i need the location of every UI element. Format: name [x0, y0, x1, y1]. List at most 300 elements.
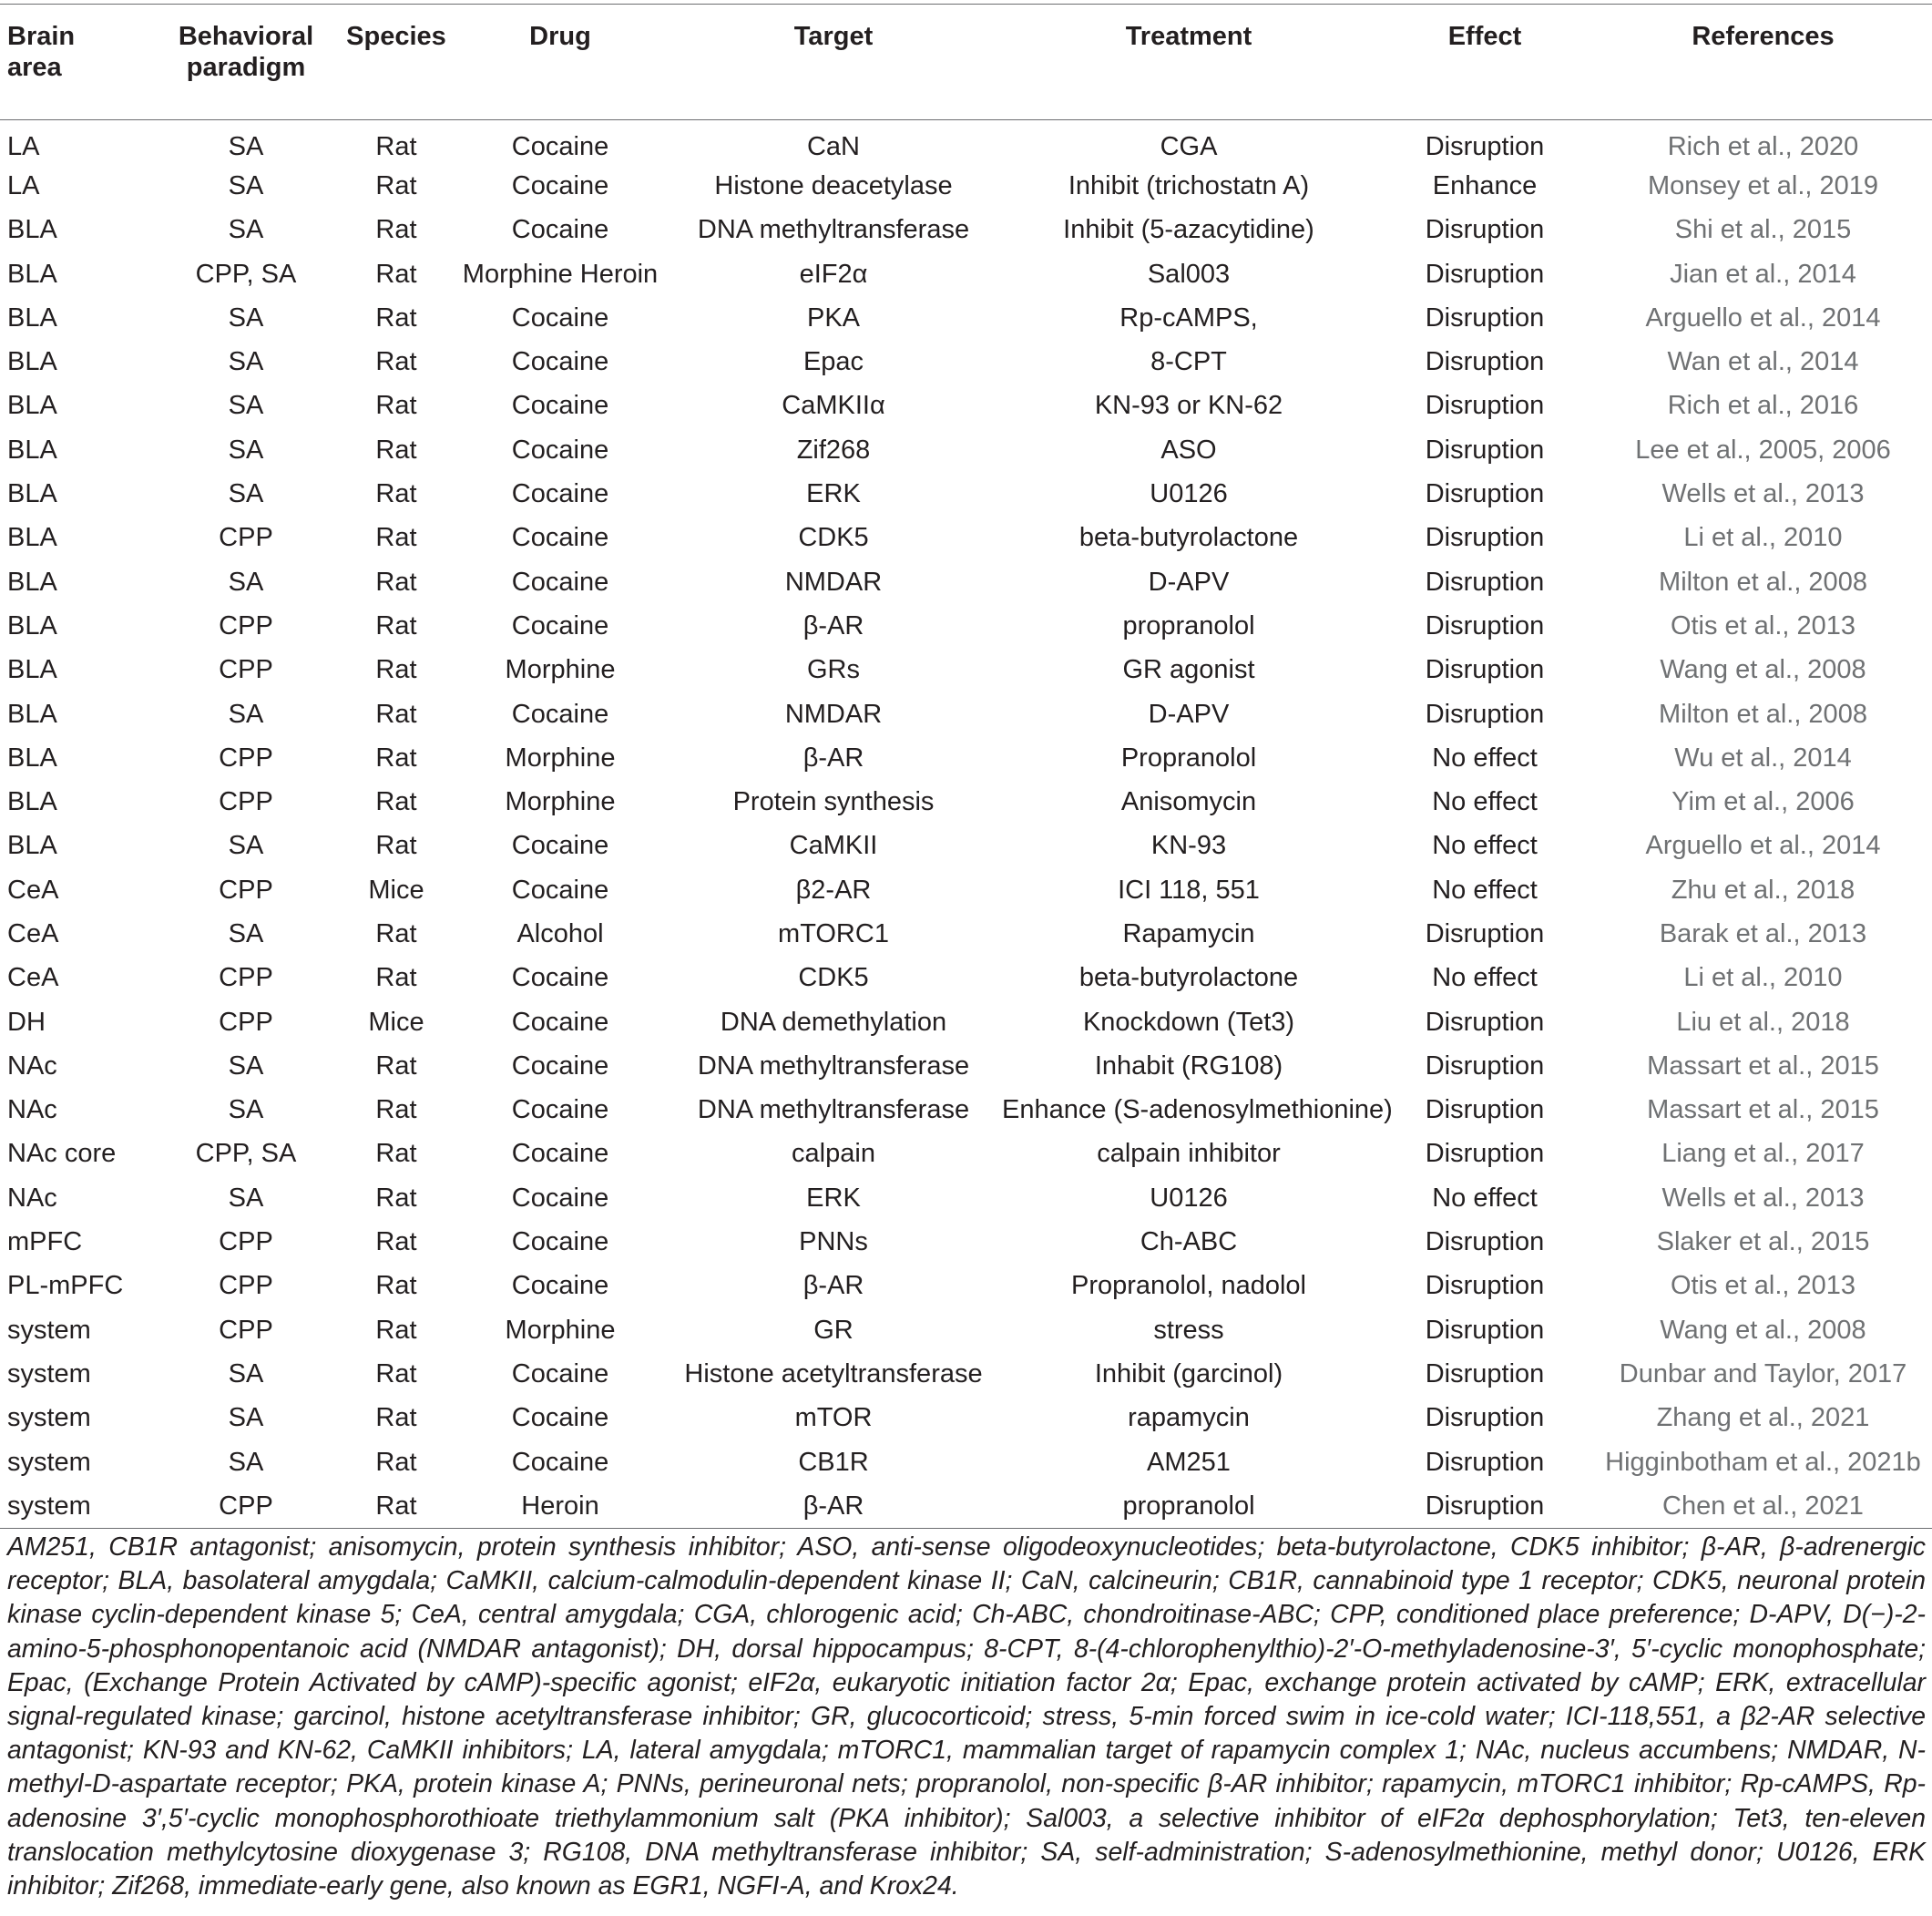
- cell-references[interactable]: Massart et al., 2015: [1647, 1095, 1879, 1125]
- cell-species: Rat: [375, 1447, 417, 1477]
- table-row: [0, 516, 1932, 559]
- table-row: [0, 1176, 1932, 1220]
- cell-effect: Disruption: [1425, 479, 1545, 509]
- cell-effect: Disruption: [1425, 1271, 1545, 1301]
- cell-references[interactable]: Wu et al., 2014: [1674, 743, 1852, 773]
- cell-treatment: Sal003: [1147, 259, 1231, 289]
- header-line: area: [7, 53, 62, 82]
- cell-brain-area: DH: [7, 1007, 46, 1037]
- cell-species: Rat: [375, 170, 417, 200]
- cell-treatment: Knockdown (Tet3): [1082, 1007, 1295, 1037]
- data-table: [0, 4, 1932, 1529]
- table-row: [0, 164, 1932, 208]
- cell-effect: Disruption: [1425, 1358, 1545, 1388]
- cell-behavioral-paradigm: CPP: [219, 1227, 273, 1257]
- cell-references[interactable]: Chen et al., 2021: [1662, 1491, 1864, 1521]
- cell-behavioral-paradigm: CPP: [219, 787, 273, 817]
- cell-effect: Disruption: [1425, 1227, 1545, 1257]
- cell-species: Rat: [375, 1095, 417, 1125]
- cell-drug: Cocaine: [511, 1447, 609, 1477]
- cell-treatment: AM251: [1147, 1447, 1231, 1477]
- cell-target: CaMKII: [789, 831, 878, 861]
- table-row: [0, 120, 1932, 164]
- cell-species: Rat: [375, 131, 417, 161]
- cell-behavioral-paradigm: CPP, SA: [195, 259, 297, 289]
- cell-references[interactable]: Rich et al., 2016: [1667, 391, 1859, 421]
- cell-effect: Disruption: [1425, 302, 1545, 333]
- cell-references[interactable]: Wang et al., 2008: [1660, 1315, 1866, 1345]
- header-line: Drug: [529, 22, 591, 51]
- cell-drug: Cocaine: [511, 1271, 609, 1301]
- cell-behavioral-paradigm: CPP: [219, 963, 273, 993]
- cell-effect: No effect: [1432, 963, 1538, 993]
- cell-treatment: ICI 118, 551: [1118, 875, 1260, 905]
- header-species: [337, 5, 455, 120]
- cell-references[interactable]: Massart et al., 2015: [1647, 1050, 1879, 1081]
- header-line: Effect: [1447, 22, 1522, 51]
- cell-brain-area: BLA: [7, 743, 57, 773]
- cell-target: CaMKIIα: [782, 391, 885, 421]
- cell-treatment: Anisomycin: [1120, 787, 1257, 817]
- cell-references[interactable]: Wan et al., 2014: [1667, 347, 1859, 377]
- cell-species: Rat: [375, 391, 417, 421]
- cell-species: Rat: [375, 1050, 417, 1081]
- table-row: [0, 208, 1932, 251]
- cell-target: PNNs: [799, 1227, 868, 1257]
- cell-behavioral-paradigm: CPP: [219, 875, 273, 905]
- table-row: [0, 340, 1932, 384]
- cell-treatment: Propranolol, nadolol: [1071, 1271, 1306, 1301]
- cell-target: Protein synthesis: [732, 787, 935, 817]
- cell-drug: Cocaine: [511, 391, 609, 421]
- cell-drug: Cocaine: [511, 610, 609, 640]
- cell-species: Rat: [375, 918, 417, 948]
- cell-brain-area: BLA: [7, 259, 57, 289]
- cell-effect: No effect: [1432, 875, 1538, 905]
- cell-references[interactable]: Li et al., 2010: [1683, 523, 1843, 553]
- cell-effect: Disruption: [1425, 347, 1545, 377]
- cell-treatment: KN-93: [1150, 831, 1227, 861]
- cell-brain-area: NAc: [7, 1095, 57, 1125]
- cell-effect: Disruption: [1425, 259, 1545, 289]
- cell-target: Histone acetyltransferase: [684, 1358, 983, 1388]
- cell-effect: Disruption: [1425, 699, 1545, 729]
- cell-species: Rat: [375, 1227, 417, 1257]
- cell-references[interactable]: Otis et al., 2013: [1670, 1271, 1856, 1301]
- cell-brain-area: BLA: [7, 391, 57, 421]
- cell-drug: Cocaine: [511, 1050, 609, 1081]
- cell-treatment: rapamycin: [1128, 1403, 1250, 1433]
- cell-target: CDK5: [798, 963, 869, 993]
- table-row: [0, 1440, 1932, 1483]
- cell-drug: Morphine: [505, 655, 616, 685]
- cell-target: GRs: [807, 655, 860, 685]
- cell-species: Rat: [375, 1139, 417, 1169]
- cell-treatment: stress: [1153, 1315, 1224, 1345]
- header-target: [665, 5, 1002, 120]
- table-row: [0, 428, 1932, 472]
- cell-behavioral-paradigm: SA: [228, 170, 264, 200]
- cell-behavioral-paradigm: SA: [228, 479, 264, 509]
- cell-species: Rat: [375, 435, 417, 465]
- cell-brain-area: BLA: [7, 567, 57, 597]
- cell-species: Rat: [375, 1403, 417, 1433]
- cell-drug: Cocaine: [511, 831, 609, 861]
- cell-treatment: Rapamycin: [1122, 918, 1255, 948]
- cell-behavioral-paradigm: SA: [228, 391, 264, 421]
- cell-behavioral-paradigm: CPP: [219, 1271, 273, 1301]
- cell-drug: Cocaine: [511, 1007, 609, 1037]
- cell-effect: Enhance: [1432, 170, 1538, 200]
- cell-references[interactable]: Yim et al., 2006: [1671, 787, 1855, 817]
- header-line: paradigm: [186, 53, 306, 82]
- table-row: [0, 296, 1932, 340]
- cell-brain-area: LA: [7, 170, 40, 200]
- cell-treatment: D-APV: [1148, 699, 1230, 729]
- cell-behavioral-paradigm: CPP: [219, 523, 273, 553]
- cell-references[interactable]: Barak et al., 2013: [1659, 918, 1867, 948]
- table-row: [0, 384, 1932, 427]
- cell-species: Rat: [375, 1183, 417, 1213]
- cell-treatment: Rp-cAMPS,: [1119, 302, 1258, 333]
- cell-behavioral-paradigm: SA: [228, 131, 264, 161]
- cell-references[interactable]: Arguello et al., 2014: [1645, 302, 1881, 333]
- table-row: [0, 1044, 1932, 1088]
- cell-references[interactable]: Wells et al., 2013: [1661, 1183, 1865, 1213]
- header-drug: [455, 5, 665, 120]
- cell-behavioral-paradigm: CPP: [219, 1007, 273, 1037]
- cell-treatment: Inhibit (trichostatn A): [1068, 170, 1310, 200]
- cell-drug: Cocaine: [511, 435, 609, 465]
- cell-behavioral-paradigm: SA: [228, 1447, 264, 1477]
- cell-brain-area: BLA: [7, 699, 57, 729]
- cell-drug: Morphine: [505, 1315, 616, 1345]
- cell-brain-area: NAc: [7, 1050, 57, 1081]
- cell-brain-area: BLA: [7, 831, 57, 861]
- header-row: [0, 5, 1932, 120]
- cell-references[interactable]: Zhang et al., 2021: [1656, 1403, 1870, 1433]
- cell-target: NMDAR: [784, 699, 883, 729]
- cell-species: Rat: [375, 259, 417, 289]
- cell-brain-area: system: [7, 1447, 91, 1477]
- cell-behavioral-paradigm: CPP: [219, 743, 273, 773]
- cell-target: CDK5: [798, 523, 869, 553]
- cell-brain-area: BLA: [7, 787, 57, 817]
- header-effect: [1375, 5, 1594, 120]
- cell-drug: Cocaine: [511, 170, 609, 200]
- cell-references[interactable]: Arguello et al., 2014: [1645, 831, 1881, 861]
- cell-species: Rat: [375, 1491, 417, 1521]
- cell-drug: Heroin: [521, 1491, 599, 1521]
- cell-brain-area: BLA: [7, 655, 57, 685]
- table-row: [0, 472, 1932, 516]
- cell-references[interactable]: Liu et al., 2018: [1676, 1007, 1850, 1037]
- cell-effect: Disruption: [1425, 610, 1545, 640]
- cell-effect: No effect: [1432, 787, 1538, 817]
- header-behavioral-paradigm: [155, 5, 337, 120]
- cell-drug: Morphine: [505, 787, 616, 817]
- cell-brain-area: CeA: [7, 918, 59, 948]
- cell-drug: Cocaine: [511, 215, 609, 245]
- cell-drug: Cocaine: [511, 1358, 609, 1388]
- cell-brain-area: system: [7, 1315, 91, 1345]
- cell-references[interactable]: Wells et al., 2013: [1661, 479, 1865, 509]
- cell-behavioral-paradigm: SA: [228, 567, 264, 597]
- cell-brain-area: system: [7, 1403, 91, 1433]
- cell-target: β-AR: [802, 1271, 864, 1301]
- cell-effect: Disruption: [1425, 523, 1545, 553]
- cell-species: Rat: [375, 523, 417, 553]
- table-row: [0, 1352, 1932, 1396]
- table-row: [0, 824, 1932, 867]
- cell-brain-area: BLA: [7, 347, 57, 377]
- cell-drug: Cocaine: [511, 523, 609, 553]
- cell-references[interactable]: Liang et al., 2017: [1661, 1139, 1865, 1169]
- cell-effect: Disruption: [1425, 435, 1545, 465]
- cell-drug: Cocaine: [511, 1183, 609, 1213]
- cell-behavioral-paradigm: SA: [228, 347, 264, 377]
- cell-references[interactable]: Slaker et al., 2015: [1656, 1227, 1870, 1257]
- header-line: Brain: [7, 22, 76, 51]
- table-row: [0, 1308, 1932, 1352]
- cell-target: DNA methyltransferase: [697, 1050, 970, 1081]
- cell-drug: Cocaine: [511, 567, 609, 597]
- cell-brain-area: CeA: [7, 963, 59, 993]
- cell-behavioral-paradigm: CPP: [219, 1491, 273, 1521]
- cell-treatment: Inhibit (garcinol): [1094, 1358, 1283, 1388]
- cell-treatment: Propranolol: [1120, 743, 1257, 773]
- cell-references[interactable]: Zhu et al., 2018: [1671, 875, 1855, 905]
- table-row: [0, 1132, 1932, 1175]
- cell-references[interactable]: Lee et al., 2005, 2006: [1635, 435, 1891, 465]
- cell-treatment: Ch-ABC: [1140, 1227, 1238, 1257]
- cell-behavioral-paradigm: CPP: [219, 1315, 273, 1345]
- cell-species: Rat: [375, 302, 417, 333]
- cell-target: Zif268: [796, 435, 871, 465]
- cell-references[interactable]: Li et al., 2010: [1683, 963, 1843, 993]
- cell-effect: Disruption: [1425, 131, 1545, 161]
- cell-species: Rat: [375, 567, 417, 597]
- cell-target: Histone deacetylase: [714, 170, 953, 200]
- cell-drug: Morphine Heroin: [462, 259, 659, 289]
- cell-treatment: ASO: [1160, 435, 1217, 465]
- header-brain-area: [0, 5, 155, 120]
- cell-target: DNA methyltransferase: [697, 215, 970, 245]
- table-row: [0, 1088, 1932, 1132]
- table-footnote: AM251, CB1R antagonist; anisomycin, protein synthesis inhibitor; ASO, anti-sense oligodeoxynucleotides; beta-butyrolactone, CDK5 inhibitor; β-AR, β-adrenergic receptor; BLA, basolateral amygdala; CaMKII, calcium-calmodulin-dependent kinase II; CaN, calcineurin; CB1R, cannabinoid type 1 receptor; CDK5, neuronal protein kinase cyclin-dependent kinase 5; CeA, central amygdala; CGA, chlorogenic acid; Ch-ABC, chondroitinase-ABC; CPP, conditioned place preference; D-APV, D(−)-2-amino-5-phosphonopentanoic acid (NMDAR antagonist); DH, dorsal hippocampus; 8-CPT, 8-(4-chlorophenylthio)-2′-O-methyladenosine-3′, 5′-cyclic monophosphate; Epac, (Exchange Protein Activated by cAMP)-specific agonist; eIF2α, eukaryotic initiation factor 2α; Epac, exchange protein activated by cAMP; ERK, extracellular signal-regulated kinase; garcinol, histone acetyltransferase inhibitor; GR, glucocorticoid; stress, 5-min forced swim in ice-cold water; ICI-118,551, a β2-AR selective antagonist; KN-93 and KN-62, CaMKII inhibitors; LA, lateral amygdala; mTORC1, mammalian target of rapamycin complex 1; NAc, nucleus accumbens; NMDAR, N-methyl-D-aspartate receptor; PKA, protein kinase A; PNNs, perineuronal nets; propranolol, non-specific β-AR inhibitor; rapamycin, mTORC1 inhibitor; Rp-cAMPS, Rp-adenosine 3′,5′-cyclic monophosphorothioate triethylammonium salt (PKA inhibitor); Sal003, a selective inhibitor of eIF2α dephosphorylation; Tet3, ten-eleven translocation methylcytosine dioxygenase 3; RG108, DNA methyltransferase inhibitor; SA, self-administration; S-adenosylmethionine, methyl donor; U0126, ERK inhibitor; Zif268, immediate-early gene, also known as EGR1, NGFI-A, and Krox24.: [7, 1532, 1926, 1901]
- cell-target: DNA methyltransferase: [697, 1095, 970, 1125]
- cell-treatment: CGA: [1160, 131, 1218, 161]
- cell-references[interactable]: Rich et al., 2020: [1667, 131, 1859, 161]
- cell-behavioral-paradigm: SA: [228, 1358, 264, 1388]
- cell-treatment: beta-butyrolactone: [1078, 963, 1299, 993]
- cell-brain-area: NAc: [7, 1183, 57, 1213]
- cell-species: Rat: [375, 1358, 417, 1388]
- cell-treatment: D-APV: [1148, 567, 1230, 597]
- cell-species: Rat: [375, 655, 417, 685]
- cell-drug: Cocaine: [511, 1403, 609, 1433]
- cell-target: PKA: [806, 302, 861, 333]
- cell-brain-area: BLA: [7, 610, 57, 640]
- table-row: [0, 692, 1932, 735]
- cell-treatment: propranolol: [1122, 1491, 1255, 1521]
- cell-brain-area: LA: [7, 131, 40, 161]
- cell-treatment: KN-93 or KN-62: [1094, 391, 1283, 421]
- cell-target: mTOR: [794, 1403, 873, 1433]
- cell-effect: Disruption: [1425, 1403, 1545, 1433]
- cell-drug: Cocaine: [511, 347, 609, 377]
- cell-target: β-AR: [802, 743, 864, 773]
- cell-treatment: Inhibit (5-azacytidine): [1063, 215, 1314, 245]
- header-line: Species: [346, 22, 446, 51]
- cell-treatment: U0126: [1150, 1183, 1228, 1213]
- cell-behavioral-paradigm: SA: [228, 435, 264, 465]
- table-row: [0, 559, 1932, 603]
- cell-drug: Cocaine: [511, 479, 609, 509]
- cell-behavioral-paradigm: SA: [228, 918, 264, 948]
- cell-behavioral-paradigm: SA: [228, 1403, 264, 1433]
- cell-target: ERK: [806, 1183, 861, 1213]
- cell-behavioral-paradigm: CPP: [219, 655, 273, 685]
- table-row: [0, 251, 1932, 295]
- cell-effect: Disruption: [1425, 1050, 1545, 1081]
- cell-effect: No effect: [1432, 1183, 1538, 1213]
- cell-references[interactable]: Shi et al., 2015: [1674, 215, 1852, 245]
- cell-drug: Cocaine: [511, 963, 609, 993]
- cell-brain-area: system: [7, 1491, 91, 1521]
- cell-species: Rat: [375, 479, 417, 509]
- cell-species: Rat: [375, 347, 417, 377]
- cell-drug: Morphine: [505, 743, 616, 773]
- cell-effect: Disruption: [1425, 918, 1545, 948]
- cell-brain-area: PL-mPFC: [7, 1271, 124, 1301]
- cell-brain-area: CeA: [7, 875, 59, 905]
- cell-target: CB1R: [798, 1447, 869, 1477]
- cell-effect: Disruption: [1425, 1491, 1545, 1521]
- cell-species: Rat: [375, 610, 417, 640]
- cell-target: Epac: [802, 347, 864, 377]
- cell-target: GR: [813, 1315, 854, 1345]
- cell-target: β-AR: [802, 610, 864, 640]
- cell-treatment: beta-butyrolactone: [1078, 523, 1299, 553]
- header-treatment: [1002, 5, 1375, 120]
- cell-behavioral-paradigm: SA: [228, 831, 264, 861]
- header-line: References: [1692, 22, 1835, 51]
- cell-treatment: U0126: [1150, 479, 1228, 509]
- cell-drug: Alcohol: [516, 918, 604, 948]
- cell-species: Rat: [375, 963, 417, 993]
- cell-treatment: propranolol: [1122, 610, 1255, 640]
- cell-species: Rat: [375, 699, 417, 729]
- table-row: [0, 999, 1932, 1043]
- cell-behavioral-paradigm: SA: [228, 1095, 264, 1125]
- cell-brain-area: BLA: [7, 435, 57, 465]
- table-row: [0, 912, 1932, 956]
- table-row: [0, 1220, 1932, 1264]
- cell-species: Rat: [375, 743, 417, 773]
- cell-species: Mice: [368, 1007, 424, 1037]
- cell-drug: Cocaine: [511, 1227, 609, 1257]
- cell-brain-area: BLA: [7, 302, 57, 333]
- cell-effect: Disruption: [1425, 215, 1545, 245]
- cell-drug: Cocaine: [511, 699, 609, 729]
- cell-species: Mice: [368, 875, 424, 905]
- cell-brain-area: system: [7, 1358, 91, 1388]
- cell-behavioral-paradigm: SA: [228, 302, 264, 333]
- cell-treatment: 8-CPT: [1150, 347, 1227, 377]
- cell-effect: Disruption: [1425, 567, 1545, 597]
- table-row: [0, 1264, 1932, 1307]
- header-line: Behavioral: [178, 22, 314, 51]
- cell-effect: Disruption: [1425, 1315, 1545, 1345]
- cell-behavioral-paradigm: CPP, SA: [195, 1139, 297, 1169]
- cell-behavioral-paradigm: CPP: [219, 610, 273, 640]
- table-row: [0, 1396, 1932, 1440]
- cell-behavioral-paradigm: SA: [228, 699, 264, 729]
- cell-target: calpain: [792, 1139, 875, 1169]
- table-row: [0, 868, 1932, 912]
- cell-effect: Disruption: [1425, 1007, 1545, 1037]
- cell-behavioral-paradigm: SA: [228, 1050, 264, 1081]
- cell-brain-area: mPFC: [7, 1227, 83, 1257]
- cell-effect: No effect: [1432, 743, 1538, 773]
- table-row: [0, 956, 1932, 999]
- cell-brain-area: BLA: [7, 215, 57, 245]
- cell-target: NMDAR: [784, 567, 883, 597]
- cell-drug: Cocaine: [511, 302, 609, 333]
- cell-references[interactable]: Higginbotham et al., 2021b: [1605, 1447, 1921, 1477]
- header-line: Target: [793, 22, 874, 51]
- table-row: [0, 780, 1932, 824]
- cell-treatment: calpain inhibitor: [1097, 1139, 1281, 1169]
- cell-drug: Cocaine: [511, 131, 609, 161]
- cell-effect: Disruption: [1425, 1139, 1545, 1169]
- table-row: [0, 604, 1932, 648]
- cell-treatment: Enhance (S-adenosylmethionine): [1002, 1095, 1393, 1125]
- header-references: [1594, 5, 1932, 120]
- cell-brain-area: NAc core: [7, 1139, 117, 1169]
- cell-behavioral-paradigm: SA: [228, 1183, 264, 1213]
- cell-target: DNA demethylation: [720, 1007, 947, 1037]
- cell-drug: Cocaine: [511, 1095, 609, 1125]
- cell-brain-area: BLA: [7, 479, 57, 509]
- cell-target: β2-AR: [795, 875, 872, 905]
- cell-references[interactable]: Otis et al., 2013: [1670, 610, 1856, 640]
- cell-effect: Disruption: [1425, 1095, 1545, 1125]
- cell-effect: No effect: [1432, 831, 1538, 861]
- cell-target: eIF2α: [799, 259, 868, 289]
- cell-references[interactable]: Wang et al., 2008: [1660, 655, 1866, 685]
- cell-references[interactable]: Milton et al., 2008: [1659, 567, 1867, 597]
- cell-target: ERK: [806, 479, 861, 509]
- cell-drug: Cocaine: [511, 875, 609, 905]
- cell-references[interactable]: Monsey et al., 2019: [1647, 170, 1879, 200]
- header-line: Treatment: [1125, 22, 1252, 51]
- cell-species: Rat: [375, 1271, 417, 1301]
- cell-species: Rat: [375, 831, 417, 861]
- cell-target: β-AR: [802, 1491, 864, 1521]
- cell-references[interactable]: Milton et al., 2008: [1659, 699, 1867, 729]
- cell-behavioral-paradigm: SA: [228, 215, 264, 245]
- table-row: [0, 648, 1932, 692]
- cell-references[interactable]: Jian et al., 2014: [1670, 259, 1856, 289]
- cell-references[interactable]: Dunbar and Taylor, 2017: [1619, 1358, 1907, 1388]
- cell-effect: Disruption: [1425, 391, 1545, 421]
- cell-treatment: GR agonist: [1122, 655, 1255, 685]
- table-body: [0, 120, 1932, 1529]
- table-row: [0, 1484, 1932, 1528]
- cell-treatment: Inhabit (RG108): [1094, 1050, 1283, 1081]
